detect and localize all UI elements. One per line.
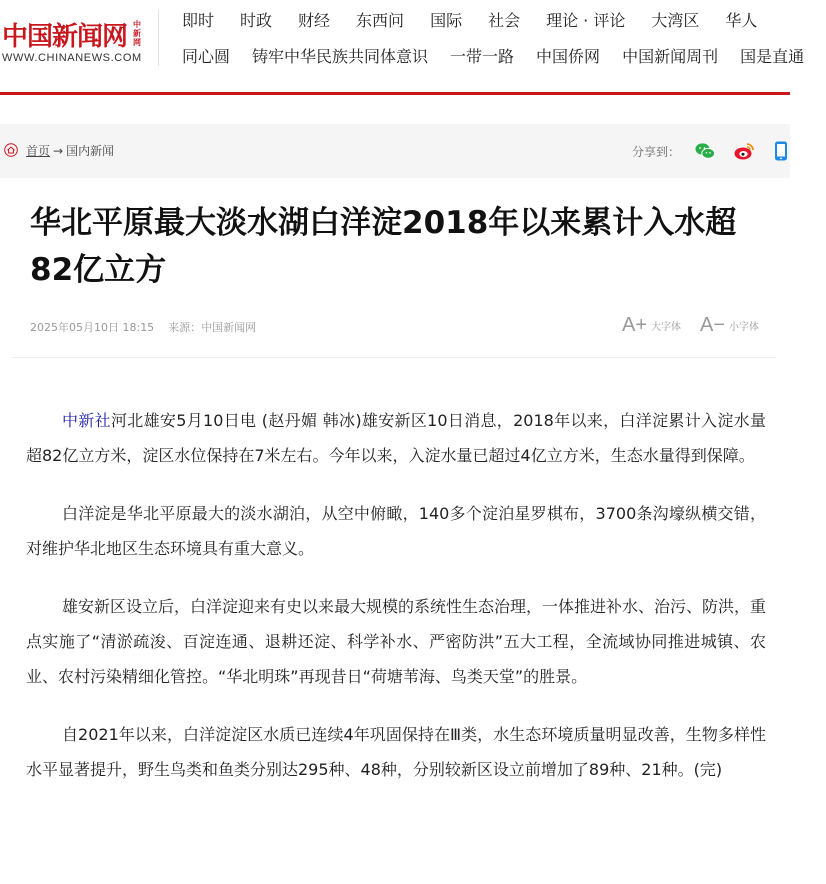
paragraph-2: 白洋淀是华北平原最大的淡水湖泊，从空中俯瞰，140多个淀泊星罗棋布，3700条沟壕纵横交错，对维护华北地区生态环境具有重大意义。 [26,504,766,558]
nav-item-lilun[interactable]: 理论 · 评论 [546,11,626,30]
nav-item-jishi[interactable]: 即时 [182,11,215,30]
agency-link[interactable]: 中新社 [62,411,111,430]
breadcrumb-bar [0,124,790,178]
nav-item-dongxiwen[interactable]: 东西问 [356,11,405,30]
paragraph-4: 自2021年以来，白洋淀淀区水质已连续4年巩固保持在Ⅲ类，水生态环境质量明显改善，生物多样性水平显著提升，野生鸟类和鱼类分别达295种、48种，分别较新区设立前增加了89种、21种。(完) [26,725,766,779]
font-smaller-icon: A− [700,314,726,336]
logo-sub: 中新网 [133,20,141,47]
logo-chinese: 中国新闻网 [2,22,128,52]
nav-item-yidaiyilu[interactable]: 一带一路 [450,47,515,66]
phone-icon[interactable] [772,140,794,162]
breadcrumb [26,142,114,159]
header-red-bar [0,92,790,95]
font-larger-icon: A+ [622,314,648,336]
breadcrumb-home-link[interactable]: 首页 [26,144,51,158]
article-title: 华北平原最大淡水湖白洋淀2018年以来累计入水超82亿立方 [30,205,737,288]
breadcrumb-arrow: → [53,144,64,158]
nav-item-zhulao[interactable]: 铸牢中华民族共同体意识 [252,47,429,66]
nav-item-qiaowang[interactable]: 中国侨网 [536,47,601,66]
nav-item-guoshi[interactable]: 国是直通 [740,47,805,66]
share-label: 分享到： [632,145,681,159]
site-logo[interactable] [0,8,160,72]
font-larger-button[interactable] [622,314,681,337]
nav-item-shizheng[interactable]: 时政 [240,11,273,30]
article-source[interactable]: 中国新闻网 [201,321,257,334]
nav-item-dawanqu[interactable]: 大湾区 [651,11,700,30]
wechat-icon[interactable] [694,140,716,162]
paragraph-1 [26,403,766,473]
nav-item-guoji[interactable]: 国际 [430,11,463,30]
source-label: 来源： [168,321,202,334]
paragraph-3: 雄安新区设立后，白洋淀迎来有史以来最大规模的系统性生态治理，一体推进补水、治污、防洪，重点实施了“清淤疏浚、百淀连通、退耕还淀、科学补水、严密防洪”五大工程，全流域协同推进城镇、农业、农村污染精细化管控。“华北明珠”再现昔日“荷塘苇海、鸟类天堂”的胜景。 [26,597,767,686]
font-smaller-button[interactable] [700,314,759,337]
weibo-icon[interactable] [733,140,755,162]
nav-row-primary [182,10,783,32]
nav-item-caijing[interactable]: 财经 [298,11,331,30]
home-icon[interactable] [4,143,18,157]
nav-row-secondary [182,46,826,68]
font-smaller-label: 小字体 [729,322,760,333]
nav-item-shehui[interactable]: 社会 [488,11,521,30]
article-date: 2025年05月10日 18:15 [30,321,155,334]
font-larger-label: 大字体 [651,322,682,333]
breadcrumb-section[interactable]: 国内新闻 [66,144,115,158]
nav-item-zhoukan[interactable]: 中国新闻周刊 [622,47,719,66]
nav-item-huaren[interactable]: 华人 [725,11,758,30]
logo-divider [158,10,159,66]
meta-divider [12,357,776,358]
article-meta [30,319,256,335]
site-header [0,0,805,92]
article-body [26,403,766,810]
logo-english: WWW.CHINANEWS.COM [2,52,142,64]
nav-item-tongxinyuan[interactable]: 同心圆 [182,47,231,66]
paragraph-1-text: 河北雄安5月10日电 (赵丹媚 韩冰)雄安新区10日消息，2018年以来，白洋淀累计入淀水量超82亿立方米，淀区水位保持在7米左右。今年以来，入淀水量已超过4亿立方米，生态水量得到保障。 [26,411,766,465]
